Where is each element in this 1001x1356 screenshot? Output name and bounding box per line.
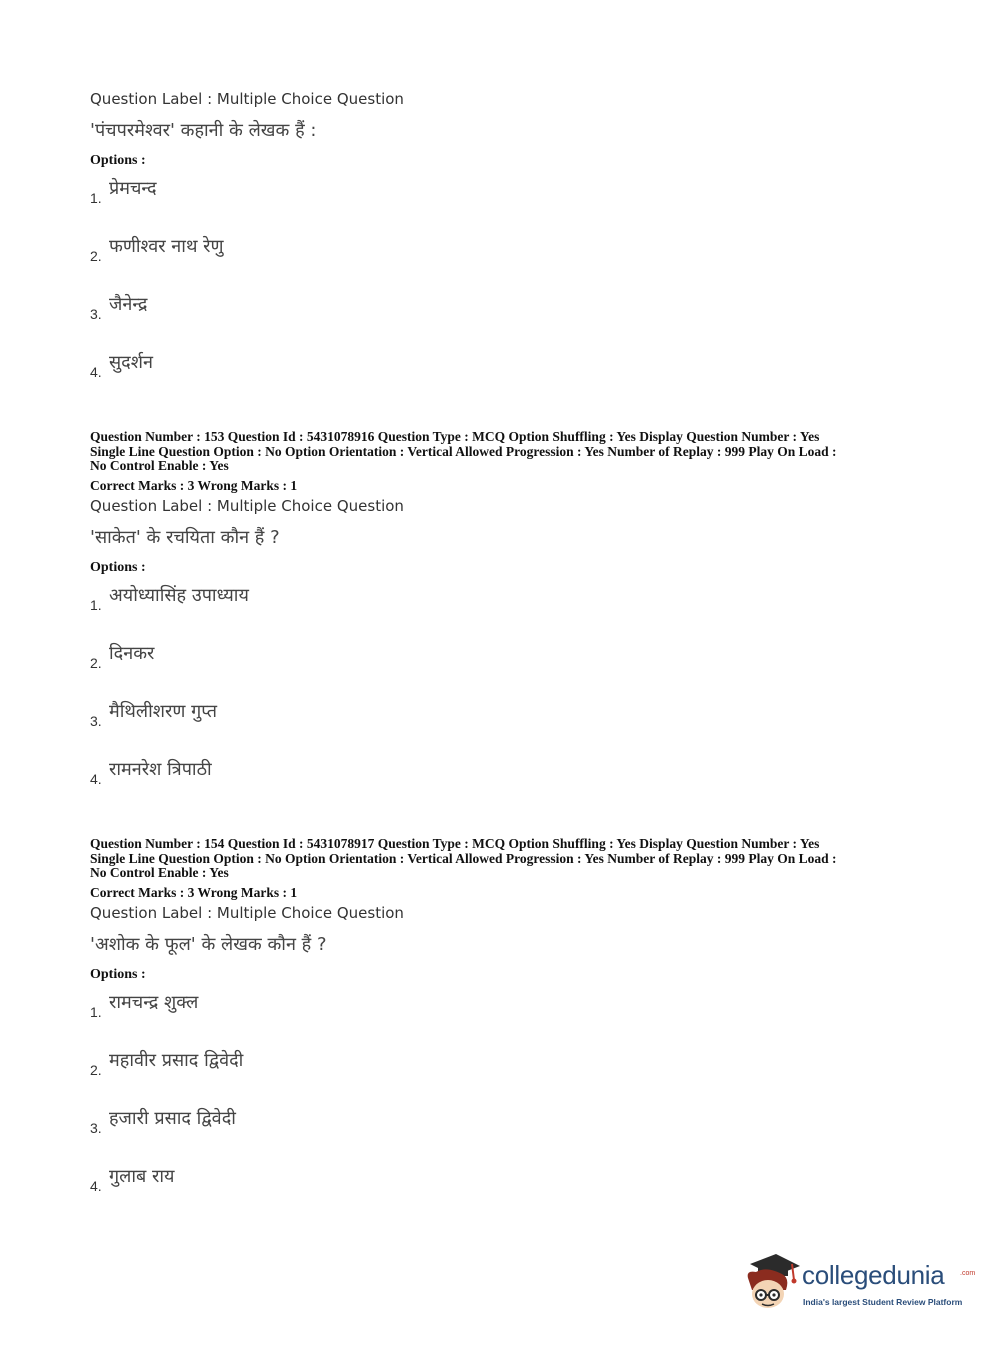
option-number: 1.	[90, 190, 102, 206]
option-text: प्रेमचन्द	[109, 178, 157, 199]
options-heading: Options :	[90, 153, 146, 168]
option-number: 4.	[90, 771, 102, 787]
option-text: दिनकर	[109, 643, 155, 664]
question-text: 'पंचपरमेश्वर' कहानी के लेखक हैं :	[90, 120, 317, 141]
meta-line: No Control Enable : Yes	[90, 458, 229, 473]
option-text: महावीर प्रसाद द्विवेदी	[109, 1050, 244, 1071]
logo-domain-suffix: .com	[960, 1270, 976, 1277]
logo-tagline: India's largest Student Review Platform	[803, 1297, 963, 1307]
meta-line: No Control Enable : Yes	[90, 865, 229, 880]
question-text: 'अशोक के फूल' के लेखक कौन हैं ?	[90, 934, 327, 955]
option-text: फणीश्वर नाथ रेणु	[109, 236, 224, 257]
question-label: Question Label : Multiple Choice Question	[90, 497, 404, 515]
mascot-icon	[742, 1250, 802, 1312]
option-text: रामचन्द्र शुक्ल	[109, 992, 199, 1013]
question-label: Question Label : Multiple Choice Question	[90, 90, 404, 108]
question-meta	[90, 430, 920, 474]
option-number: 3.	[90, 1120, 102, 1136]
option-text: सुदर्शन	[109, 352, 153, 373]
question-text: 'साकेत' के रचयिता कौन हैं ?	[90, 527, 280, 548]
marks-info: Correct Marks : 3 Wrong Marks : 1	[90, 885, 298, 900]
option-number: 2.	[90, 248, 102, 264]
question-meta	[90, 837, 920, 881]
options-heading: Options :	[90, 560, 146, 575]
option-number: 1.	[90, 1004, 102, 1020]
option-number: 3.	[90, 306, 102, 322]
question-label: Question Label : Multiple Choice Question	[90, 904, 404, 922]
option-text: जैनेन्द्र	[109, 294, 148, 315]
option-number: 1.	[90, 597, 102, 613]
option-number: 2.	[90, 655, 102, 671]
option-text: रामनरेश त्रिपाठी	[109, 759, 212, 780]
option-text: मैथिलीशरण गुप्त	[109, 701, 218, 722]
option-number: 2.	[90, 1062, 102, 1078]
option-text: हजारी प्रसाद द्विवेदी	[109, 1108, 236, 1129]
option-number: 3.	[90, 713, 102, 729]
meta-line: Single Line Question Option : No Option Orientation : Vertical Allowed Progression : Yes Number of Replay : 999 Play On Load :	[90, 443, 837, 459]
meta-line: Single Line Question Option : No Option Orientation : Vertical Allowed Progression : Yes Number of Replay : 999 Play On Load :	[90, 850, 837, 866]
option-text: अयोध्यासिंह उपाध्याय	[109, 585, 249, 606]
collegedunia-logo[interactable]	[742, 1250, 976, 1312]
option-number: 4.	[90, 364, 102, 380]
option-text: गुलाब राय	[109, 1166, 175, 1187]
marks-info: Correct Marks : 3 Wrong Marks : 1	[90, 478, 298, 493]
logo-wordmark: collegedunia	[802, 1260, 945, 1290]
meta-line: Question Number : 154 Question Id : 5431078917 Question Type : MCQ Option Shuffling : Yes Display Question Number : Yes	[90, 836, 820, 851]
meta-line: Question Number : 153 Question Id : 5431078916 Question Type : MCQ Option Shuffling : Yes Display Question Number : Yes	[90, 429, 820, 444]
options-heading: Options :	[90, 967, 146, 982]
option-number: 4.	[90, 1178, 102, 1194]
